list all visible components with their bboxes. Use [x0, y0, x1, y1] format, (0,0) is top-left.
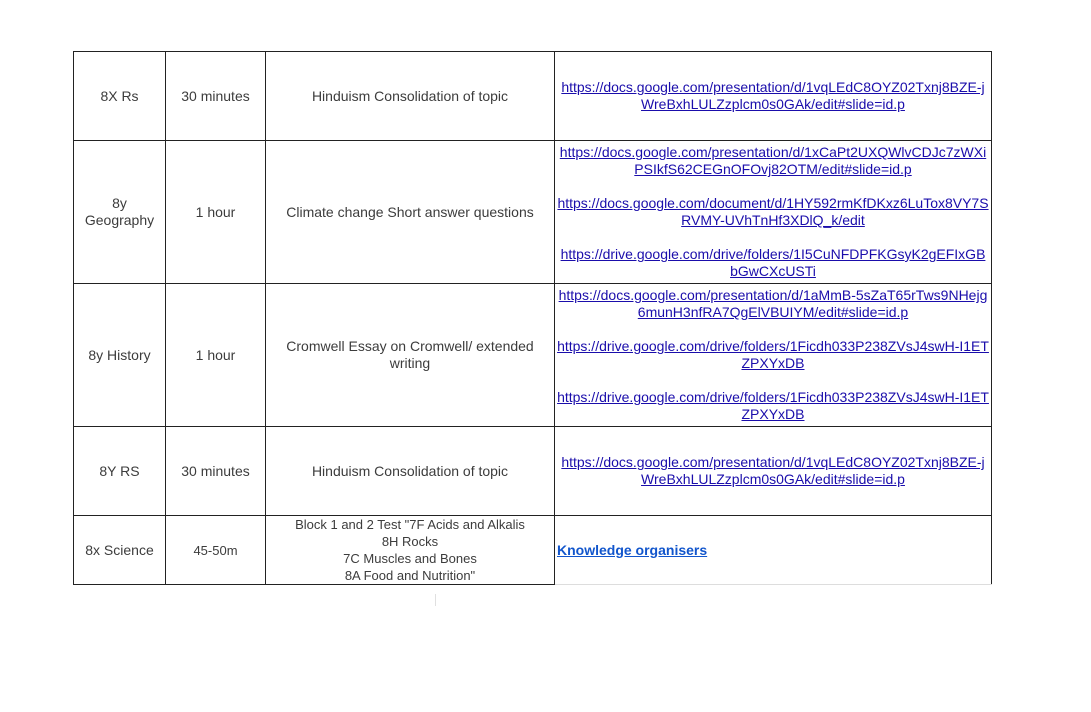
resource-link[interactable]: https://docs.google.com/document/d/1HY592rmKfDKxz6LuTox8VY7SRVMY-UVhTnHf3XDlQ_k/edit — [557, 195, 989, 228]
links-cell — [555, 284, 992, 427]
time-cell: 1 hour — [166, 284, 266, 427]
task-line: Block 1 and 2 Test "7F Acids and Alkalis — [295, 517, 525, 532]
knowledge-organisers-link[interactable]: Knowledge organisers — [557, 541, 708, 558]
class-cell: 8y History — [74, 284, 166, 427]
resource-link[interactable]: https://docs.google.com/presentation/d/1vqLEdC8OYZ02Txnj8BZE-jWreBxhLULZzplcm0s0GAk/edit#slide=id.p — [561, 454, 985, 487]
task-cell: Hinduism Consolidation of topic — [266, 52, 555, 141]
class-label-line: 8y — [112, 195, 127, 211]
class-cell — [74, 141, 166, 284]
resource-link[interactable]: https://drive.google.com/drive/folders/1Ficdh033P238ZVsJ4swH-I1ETZPXYxDB — [557, 338, 989, 371]
task-line: 7C Muscles and Bones — [343, 551, 477, 566]
task-cell: Cromwell Essay on Cromwell/ extended writing — [266, 284, 555, 427]
spacer — [557, 372, 989, 389]
resource-link[interactable]: https://docs.google.com/presentation/d/1vqLEdC8OYZ02Txnj8BZE-jWreBxhLULZzplcm0s0GAk/edit#slide=id.p — [561, 79, 985, 112]
table-row — [74, 427, 992, 516]
table-row — [74, 284, 992, 427]
spacer — [557, 229, 989, 246]
class-cell: 8x Science — [74, 516, 166, 585]
task-cell: Hinduism Consolidation of topic — [266, 427, 555, 516]
table-row — [74, 516, 992, 585]
time-cell: 30 minutes — [166, 427, 266, 516]
class-cell: 8X Rs — [74, 52, 166, 141]
links-cell — [555, 427, 992, 516]
links-cell — [555, 141, 992, 284]
class-cell: 8Y RS — [74, 427, 166, 516]
task-line: 8A Food and Nutrition" — [344, 568, 476, 583]
class-label-line: Geography — [84, 212, 155, 228]
task-cell — [266, 516, 555, 585]
table-row — [74, 141, 992, 284]
spacer — [557, 321, 989, 338]
resource-link[interactable]: https://drive.google.com/drive/folders/1Ficdh033P238ZVsJ4swH-I1ETZPXYxDB — [557, 389, 989, 422]
time-cell: 30 minutes — [166, 52, 266, 141]
task-cell: Climate change Short answer questions — [266, 141, 555, 284]
spacer — [557, 178, 989, 195]
resource-link[interactable]: https://docs.google.com/presentation/d/1xCaPt2UXQWlvCDJc7zWXiPSIkfS62CEGnOFOvj82OTM/edit#slide=id.p — [559, 144, 987, 177]
divider — [435, 594, 436, 606]
links-cell — [555, 52, 992, 141]
time-cell: 45-50m — [166, 516, 266, 585]
resource-link[interactable]: https://drive.google.com/drive/folders/1I5CuNFDPFKGsyK2gEFIxGBbGwCXcUSTi — [560, 246, 986, 279]
table-row — [74, 52, 992, 141]
time-cell: 1 hour — [166, 141, 266, 284]
task-line: 8H Rocks — [381, 534, 439, 549]
resource-link[interactable]: https://docs.google.com/presentation/d/1aMmB-5sZaT65rTws9NHejg6munH3nfRA7QgElVBUIYM/edit#slide=id.p — [558, 287, 988, 320]
links-cell — [555, 516, 992, 585]
timetable — [73, 51, 992, 585]
